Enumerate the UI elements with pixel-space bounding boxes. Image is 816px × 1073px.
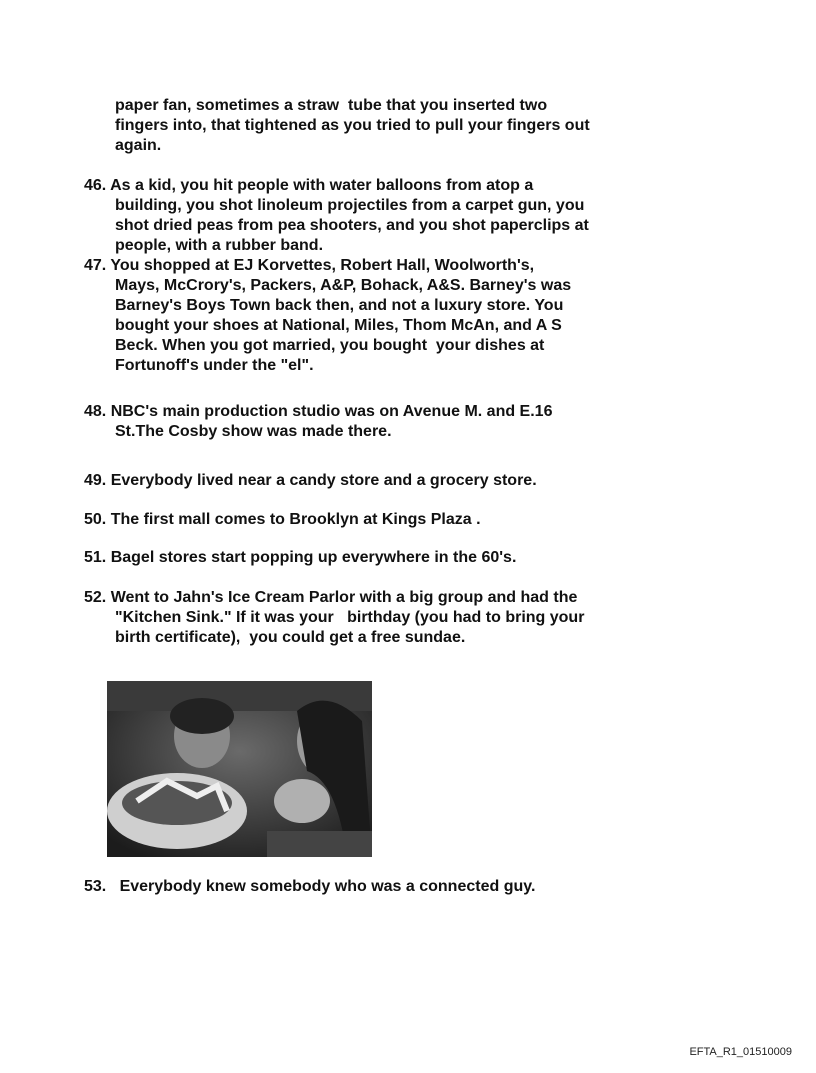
text-line: 46. As a kid, you hit people with water balloons from atop a: [84, 177, 534, 194]
text-line: 53. Everybody knew somebody who was a connected guy.: [84, 878, 536, 895]
text-line: again.: [115, 137, 162, 154]
list-item: [84, 548, 784, 568]
photo-kids-with-sundae: [107, 681, 372, 857]
text-line: 49. Everybody lived near a candy store and a grocery store.: [84, 472, 537, 489]
text-line: Fortunoff's under the "el".: [115, 357, 314, 374]
text-line: Beck. When you got married, you bought your dishes at: [115, 337, 545, 354]
list-item: [84, 402, 784, 442]
text-line: 51. Bagel stores start popping up everywhere in the 60's.: [84, 549, 517, 566]
text-line: 52. Went to Jahn's Ice Cream Parlor with a big group and had the: [84, 589, 578, 606]
text-line: shot dried peas from pea shooters, and you shot paperclips at: [115, 217, 589, 234]
list-item: [84, 588, 784, 648]
text-line: Barney's Boys Town back then, and not a luxury store. You: [115, 297, 564, 314]
list-item: [84, 471, 784, 491]
list-item: [84, 176, 784, 256]
text-line: bought your shoes at National, Miles, Thom McAn, and A S: [115, 317, 562, 334]
text-line: people, with a rubber band.: [115, 237, 324, 254]
text-line: Mays, McCrory's, Packers, A&P, Bohack, A&S. Barney's was: [115, 277, 572, 294]
text-line: 47. You shopped at EJ Korvettes, Robert Hall, Woolworth's,: [84, 257, 535, 274]
text-line: building, you shot linoleum projectiles from a carpet gun, you: [115, 197, 585, 214]
list-item: [84, 877, 784, 897]
text-line: 50. The first mall comes to Brooklyn at Kings Plaza .: [84, 511, 481, 528]
list-item: [84, 96, 784, 156]
text-line: "Kitchen Sink." If it was your birthday (you had to bring your: [115, 609, 585, 626]
text-line: paper fan, sometimes a straw tube that you inserted two: [115, 97, 548, 114]
list-item: [84, 510, 784, 530]
text-line: 48. NBC's main production studio was on Avenue M. and E.16: [84, 403, 553, 420]
text-line: fingers into, that tightened as you tried to pull your fingers out: [115, 117, 590, 134]
text-line: birth certificate), you could get a free sundae.: [115, 629, 466, 646]
list-item: [84, 256, 784, 376]
document-id-footer: EFTA_R1_01510009: [689, 1046, 792, 1058]
text-line: St.The Cosby show was made there.: [115, 423, 392, 440]
